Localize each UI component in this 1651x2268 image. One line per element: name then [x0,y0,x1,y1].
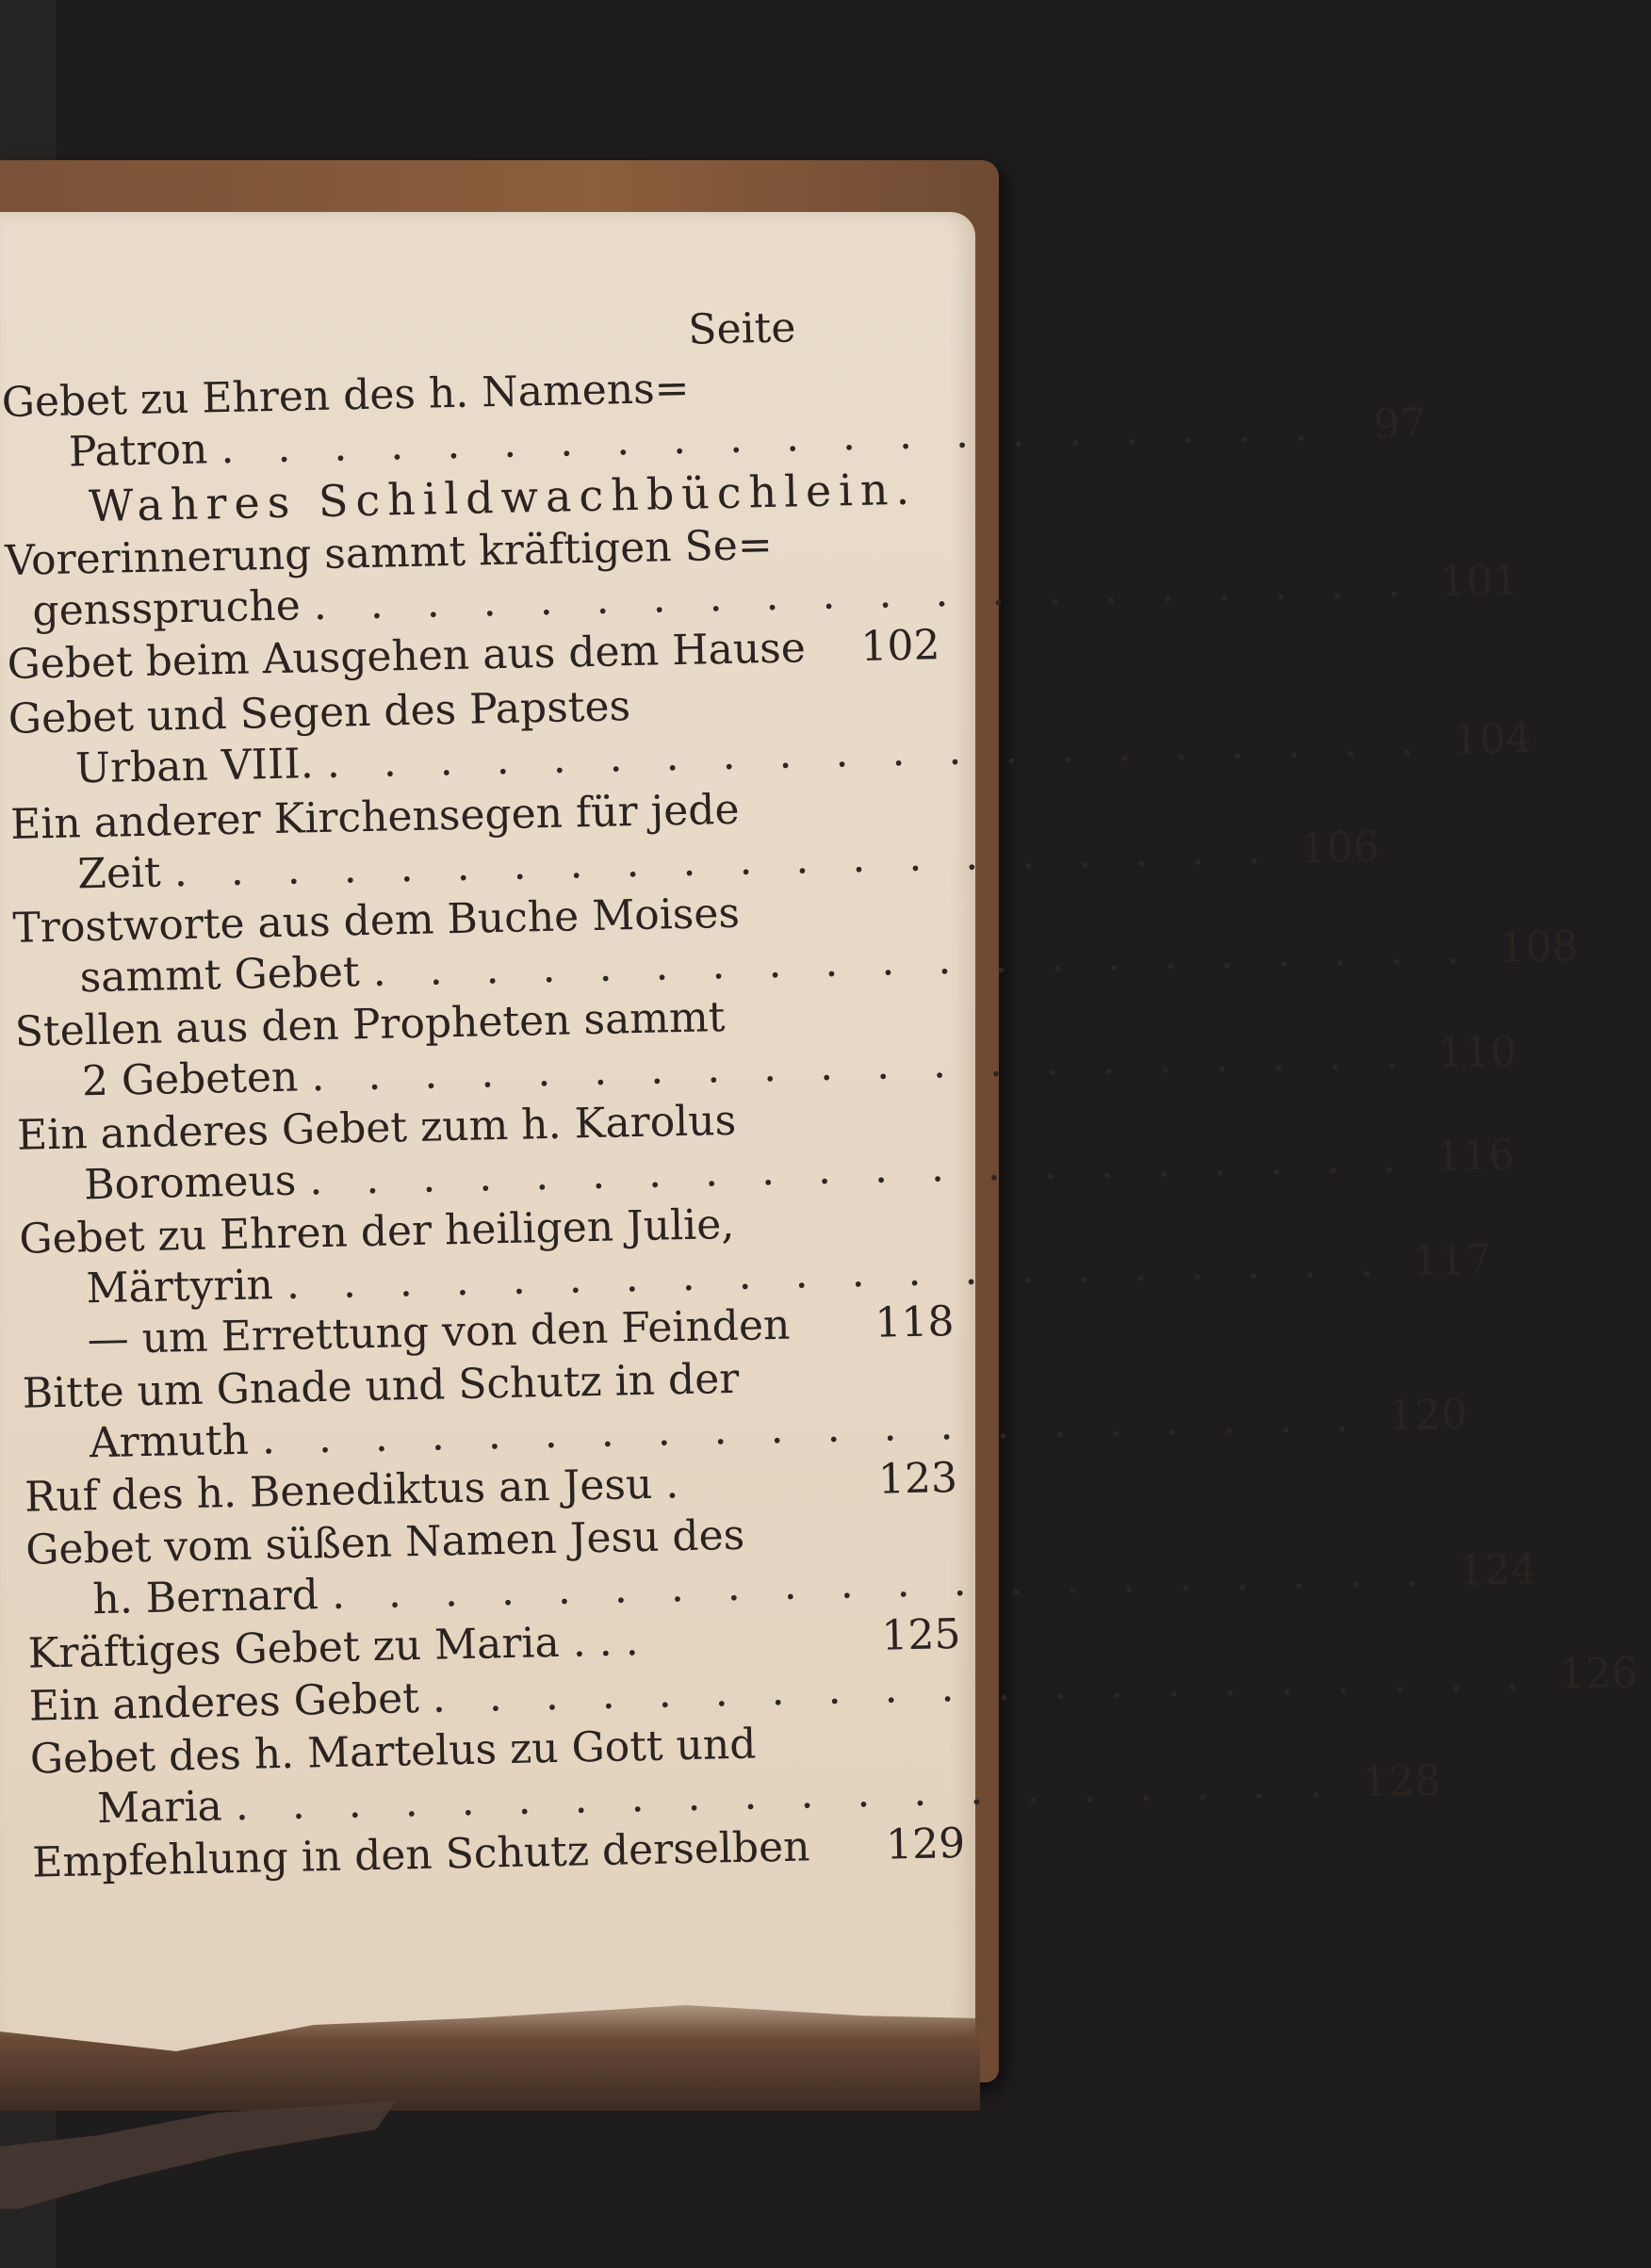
leader-dots: . . . . . . . . . . . . . . . . . . . . [235,1758,1338,1831]
leader-dots: . . . . . . . . . . . . . . . . . . . . [326,716,1430,788]
toc-entry-continuation: gensspruche [31,581,302,636]
toc-page-number: 108 [1498,922,1579,972]
section-heading: Wahres Schildwachbüchlein. [88,463,918,532]
leader-dots: . . . . . . . . . . . . . . . . . . . . [331,1547,1434,1619]
leader-dots: . . . . . . . . . . . . . . . . . . . . [308,1133,1412,1205]
toc-entry-title: Vorerinnerung sammt kräftigen Se= [4,520,774,585]
toc-page-number: 97 [1372,400,1428,449]
toc-page-number: 106 [1300,823,1381,873]
toc-entry-title: Gebet zu Ehren der heiligen Julie, [18,1199,735,1264]
toc-entry-title: — um Errettung von den Feinden [87,1300,791,1364]
toc-page-number: 126 [1558,1648,1639,1699]
toc-page-number: 101 [1439,556,1520,607]
leader-dots: . . . . . . . . . . . . . . . . . . . . [261,1392,1365,1464]
toc-page-number: 118 [874,1297,956,1347]
toc-entry-title: Empfehlung in den Schutz derselben [31,1822,810,1887]
leader-dots: . . . . . . . . . . . . . . . . . . . . [310,1029,1414,1101]
toc-page-number: 110 [1437,1027,1518,1078]
toc-page-number: 104 [1452,714,1533,764]
toc-entry-continuation: Maria [96,1782,223,1834]
toc-entry-title: Ein anderer Kirchensegen für jede [9,785,740,849]
toc-page-number: 125 [880,1609,961,1660]
paper-fragment [0,2101,396,2214]
toc-entry-continuation: Patron [68,425,208,477]
toc-entry-continuation: sammt Gebet [79,948,361,1003]
page-column-header: Seite [687,303,796,354]
toc-entry-title: Gebet des h. Martelus zu Gott und [29,1720,757,1784]
toc-entry-title: Ein anderes Gebet zum h. Karolus [16,1096,737,1160]
toc-page-number: 116 [1434,1131,1515,1182]
toc-entry-title: Ruf des h. Benediktus an Jesu . [24,1460,679,1522]
leader-dots: . . . . . . . . . . . . . . . . . . . . [372,924,1476,996]
toc-entry-title: Gebet zu Ehren des h. Namens= [1,364,690,427]
toc-entry-continuation: Zeit [76,848,162,899]
leader-dots: . . . . . . . . . . . . . . . . . . . . [173,824,1277,897]
toc-entry-continuation: Boromeus [83,1156,297,1210]
leader-dots: . . . . . . . . . . . . . . . . . . . . [313,558,1416,630]
toc-page-number: 123 [877,1453,958,1504]
toc-entry-title: Ein anderes Gebet [28,1674,420,1731]
toc-entry-title: Gebet und Segen des Papstes [8,682,631,743]
toc-entry-title: Kräftiges Gebet zu Maria . . . [27,1617,640,1678]
toc-entry-continuation: Armuth [89,1415,250,1468]
toc-entry-title: Trostworte aus dem Buche Moises [11,889,741,953]
toc-page-number: 124 [1457,1545,1538,1595]
toc-entry-continuation: Urban VIII. [74,740,315,793]
toc-page-number: 128 [1361,1756,1442,1807]
toc-page-number: 102 [859,621,940,671]
toc-entry-continuation: Märtyrin [86,1261,274,1313]
leader-dots: . . . . . . . . . . . . . . . . . . . . [286,1237,1389,1309]
leader-dots: . . . . . . . . . . . . . . . . . . . . [432,1651,1535,1722]
toc-entry-title: Bitte um Gnade und Schutz in der [22,1354,740,1418]
toc-page-number: 120 [1387,1390,1468,1441]
toc-entry-title: Stellen aus den Propheten sammt [14,993,726,1056]
toc-entry-continuation: h. Bernard [91,1571,319,1624]
toc-entry-continuation: 2 Gebeten [81,1052,299,1106]
toc-page-number: 129 [885,1819,966,1869]
leader-dots: . . . . . . . . . . . . . . . . . . . . [220,401,1324,474]
toc-page-number: 117 [1412,1235,1493,1285]
toc-entry-title: Gebet beim Ausgehen aus dem Hause [7,624,807,689]
toc-entry-title: Gebet vom süßen Namen Jesu des [25,1510,745,1575]
